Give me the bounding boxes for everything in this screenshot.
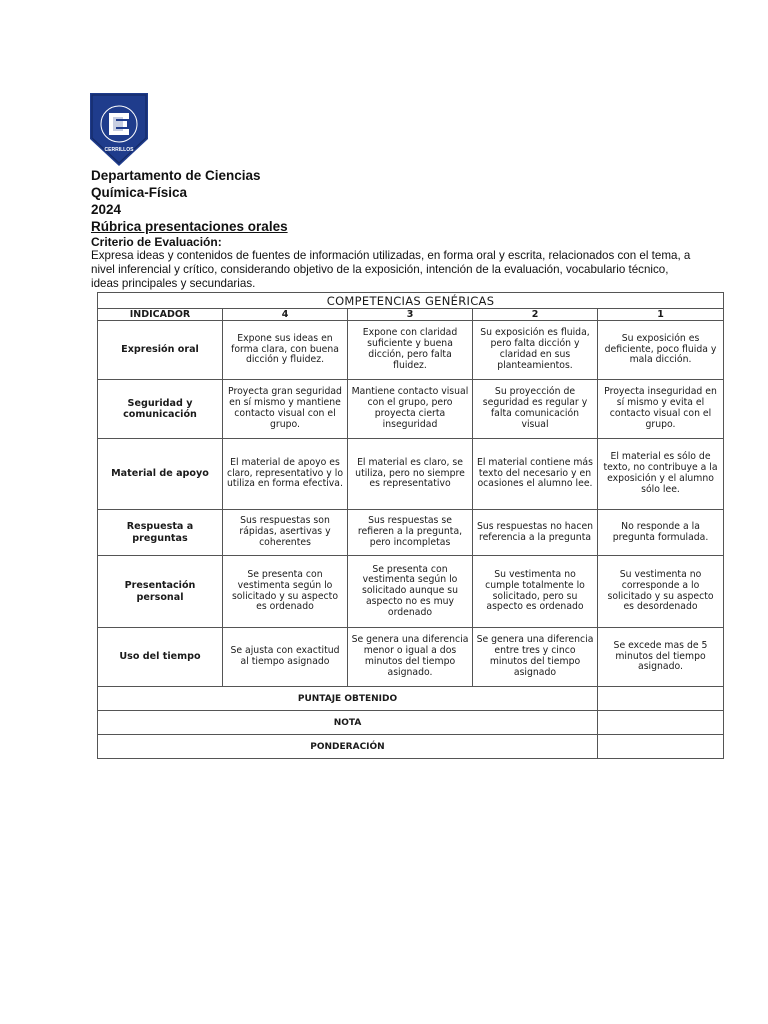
rubric-cell: Proyecta gran seguridad en sí mismo y mantiene contacto visual con el grupo.	[223, 380, 348, 439]
rubric-cell: El material es claro, se utiliza, pero no siempre es representativo	[348, 439, 473, 510]
total-score-label: PUNTAJE OBTENIDO	[98, 687, 598, 711]
rubric-cell: Proyecta inseguridad en sí mismo y evita el contacto visual con el grupo.	[598, 380, 724, 439]
rubric-cell: Se presenta con vestimenta según lo solicitado y su aspecto es ordenado	[223, 556, 348, 628]
column-header-4: 4	[223, 309, 348, 321]
rubric-cell: Sus respuestas se refieren a la pregunta, pero incompletas	[348, 510, 473, 556]
indicator-cell: Respuesta a preguntas	[98, 510, 223, 556]
rubric-cell: Expone sus ideas en forma clara, con buena dicción y fluidez.	[223, 321, 348, 380]
table-row	[98, 510, 724, 556]
column-header-indicator: INDICADOR	[98, 309, 223, 321]
rubric-cell: Sus respuestas no hacen referencia a la pregunta	[473, 510, 598, 556]
rubric-cell: El material es sólo de texto, no contribuye a la exposición y el alumno sólo lee.	[598, 439, 724, 510]
column-header-3: 3	[348, 309, 473, 321]
table-row	[98, 321, 724, 380]
table-row	[98, 439, 724, 510]
footer-row	[98, 711, 724, 735]
rubric-cell: Se genera una diferencia entre tres y cinco minutos del tiempo asignado	[473, 628, 598, 687]
indicator-cell: Material de apoyo	[98, 439, 223, 510]
column-header-1: 1	[598, 309, 724, 321]
indicator-cell: Presentación personal	[98, 556, 223, 628]
indicator-cell: Expresión oral	[98, 321, 223, 380]
rubric-cell: Su exposición es deficiente, poco fluida y mala dicción.	[598, 321, 724, 380]
footer-row	[98, 735, 724, 759]
rubric-cell: Su exposición es fluida, pero falta dicción y claridad en sus planteamientos.	[473, 321, 598, 380]
indicator-cell: Seguridad y comunicación	[98, 380, 223, 439]
weighting-value	[598, 735, 724, 759]
criterion-text: Expresa ideas y contenidos de fuentes de información utilizadas, en forma oral y escrita, relacionados con el tema, a nivel inferencial y crítico, considerando objetivo de la exposición, intención de la evaluación, vocabulario técnico, ideas principales y secundarias.	[91, 249, 691, 291]
column-header-2: 2	[473, 309, 598, 321]
rubric-cell: El material contiene más texto del necesario y en ocasiones el alumno lee.	[473, 439, 598, 510]
total-score-value	[598, 687, 724, 711]
rubric-cell: El material de apoyo es claro, representativo y lo utiliza en forma efectiva.	[223, 439, 348, 510]
footer-row	[98, 687, 724, 711]
grade-label: NOTA	[98, 711, 598, 735]
year: 2024	[91, 202, 122, 217]
table-row	[98, 380, 724, 439]
logo-bottom-text: CERRILLOS	[104, 147, 134, 153]
rubric-cell: Se ajusta con exactitud al tiempo asignado	[223, 628, 348, 687]
rubric-cell: Se excede mas de 5 minutos del tiempo asignado.	[598, 628, 724, 687]
indicator-cell: Uso del tiempo	[98, 628, 223, 687]
rubric-cell: Su vestimenta no corresponde a lo solicitado y su aspecto es desordenado	[598, 556, 724, 628]
document-header	[91, 167, 691, 292]
rubric-cell: Se genera una diferencia menor o igual a dos minutos del tiempo asignado.	[348, 628, 473, 687]
table-title: COMPETENCIAS GENÉRICAS	[98, 293, 724, 309]
criterion-label: Criterio de Evaluación:	[91, 235, 222, 249]
rubric-cell: Su vestimenta no cumple totalmente lo solicitado, pero su aspecto es ordenado	[473, 556, 598, 628]
rubric-cell: Se presenta con vestimenta según lo solicitado aunque su aspecto no es muy ordenado	[348, 556, 473, 628]
weighting-label: PONDERACIÓN	[98, 735, 598, 759]
rubric-table	[97, 292, 724, 759]
table-row	[98, 556, 724, 628]
rubric-cell: No responde a la pregunta formulada.	[598, 510, 724, 556]
rubric-cell: Sus respuestas son rápidas, asertivas y coherentes	[223, 510, 348, 556]
table-row	[98, 628, 724, 687]
department-name: Departamento de Ciencias	[91, 168, 261, 183]
rubric-cell: Su proyección de seguridad es regular y falta comunicación visual	[473, 380, 598, 439]
document-title: Rúbrica presentaciones orales	[91, 219, 288, 234]
grade-value	[598, 711, 724, 735]
rubric-cell: Expone con claridad suficiente y buena dicción, pero falta fluidez.	[348, 321, 473, 380]
school-logo-shield-icon	[90, 93, 148, 166]
rubric-cell: Mantiene contacto visual con el grupo, pero proyecta cierta inseguridad	[348, 380, 473, 439]
subject-name: Química-Física	[91, 185, 188, 200]
